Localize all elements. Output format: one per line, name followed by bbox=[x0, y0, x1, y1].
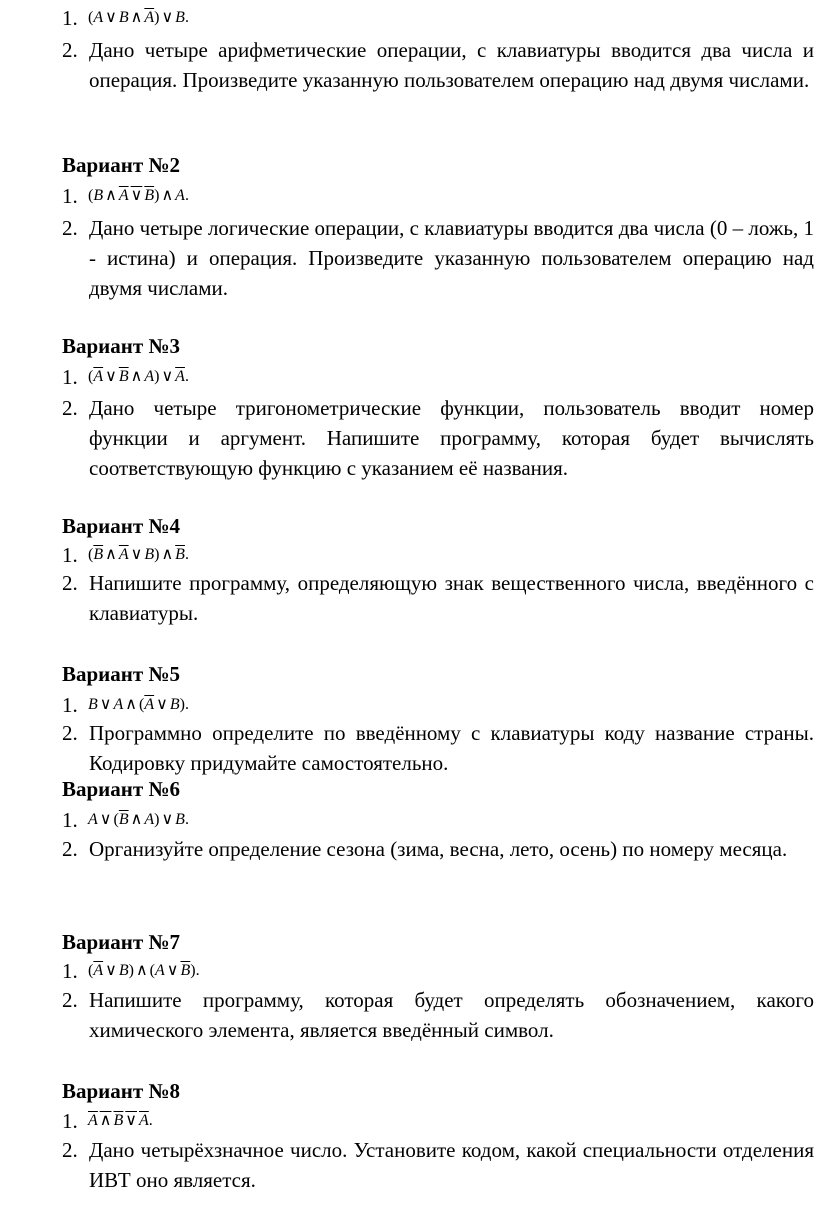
list-number: 2. bbox=[62, 721, 78, 745]
intro-task-2 bbox=[62, 35, 814, 95]
list-number: 1. bbox=[62, 1109, 78, 1133]
task-text: Дано четырёхзначное число. Установите кодом, какой специальности отделения ИВТ оно является. bbox=[89, 1138, 814, 1192]
variant-2-title: Вариант №2 bbox=[62, 153, 181, 177]
task-text: Напишите программу, определяющую знак вещественного числа, введённого с клавиатуры. bbox=[89, 571, 814, 625]
variant-3-formula: ($\overline{A}$ ∨ $\overline{B}$ ∧ A) ∨ $\overline{A}$. bbox=[88, 368, 189, 385]
variant-8-title: Вариант №8 bbox=[62, 1079, 181, 1103]
list-number: 2. bbox=[62, 837, 78, 861]
task-text: Напишите программу, которая будет определять обозначением, какого химического элемента, является введённый символ. bbox=[89, 988, 814, 1042]
task-text: Дано четыре логические операции, с клавиатуры вводится два числа (0 – ложь, 1 - истина) и операция. Произведите указанную пользователем операцию над двумя числами. bbox=[89, 216, 814, 300]
list-number: 2. bbox=[62, 216, 78, 240]
variant-6-task-2 bbox=[62, 834, 814, 864]
list-number: 1. bbox=[62, 808, 78, 832]
list-number: 1. bbox=[62, 184, 78, 208]
variant-6-formula: A ∨ ($\overline{B}$ ∧ A) ∨ B. bbox=[88, 811, 189, 828]
variant-5-formula: B ∨ A ∧ ($\overline{A}$ ∨ B). bbox=[88, 696, 189, 713]
list-number: 2. bbox=[62, 1138, 78, 1162]
list-number: 1. bbox=[62, 543, 78, 567]
task-text: Дано четыре арифметические операции, с клавиатуры вводится два числа и операция. Произведите указанную пользователем операцию над двумя числами. bbox=[89, 38, 814, 92]
variant-5-task-2 bbox=[62, 718, 814, 778]
variant-4-title: Вариант №4 bbox=[62, 514, 181, 538]
list-number: 2. bbox=[62, 988, 78, 1012]
list-number: 2. bbox=[62, 38, 78, 62]
task-text: Организуйте определение сезона (зима, весна, лето, осень) по номеру месяца. bbox=[89, 837, 788, 861]
list-number: 1. bbox=[62, 959, 78, 983]
variant-5-title: Вариант №5 bbox=[62, 662, 181, 686]
list-number: 1. bbox=[62, 693, 78, 717]
variant-4-task-2 bbox=[62, 568, 814, 628]
variant-7-title: Вариант №7 bbox=[62, 930, 181, 954]
variant-8-formula: A ∧ B ∨ A. bbox=[88, 1112, 153, 1129]
variant-8-task-2 bbox=[62, 1135, 814, 1195]
list-number: 2. bbox=[62, 396, 78, 420]
list-number: 1. bbox=[62, 6, 78, 30]
variant-7-formula: ($\overline{A}$ ∨ B) ∧ (A ∨ $\overline{B}$). bbox=[88, 962, 200, 979]
list-number: 1. bbox=[62, 365, 78, 389]
intro-formula: (A ∨ B ∧ $\overline{A}$) ∨ B. bbox=[88, 9, 189, 26]
variant-3-task-2 bbox=[62, 393, 814, 483]
variant-6-title: Вариант №6 bbox=[62, 777, 181, 801]
task-text: Программно определите по введённому с клавиатуры коду название страны. Кодировку придумайте самостоятельно. bbox=[89, 721, 814, 775]
variant-7-task-2 bbox=[62, 985, 814, 1045]
task-text: Дано четыре тригонометрические функции, пользователь вводит номер функции и аргумент. Напишите программу, которая будет вычислять соответствующую функцию с указанием её названия. bbox=[89, 396, 814, 480]
variant-3-title: Вариант №3 bbox=[62, 334, 181, 358]
list-number: 2. bbox=[62, 571, 78, 595]
variant-2-task-2 bbox=[62, 213, 814, 303]
variant-2-formula: (B ∧ A ∨ B) ∧ A. bbox=[88, 187, 189, 204]
variant-4-formula: ($\overline{B}$ ∧ $\overline{A}$ ∨ B) ∧ $\overline{B}$. bbox=[88, 546, 189, 563]
